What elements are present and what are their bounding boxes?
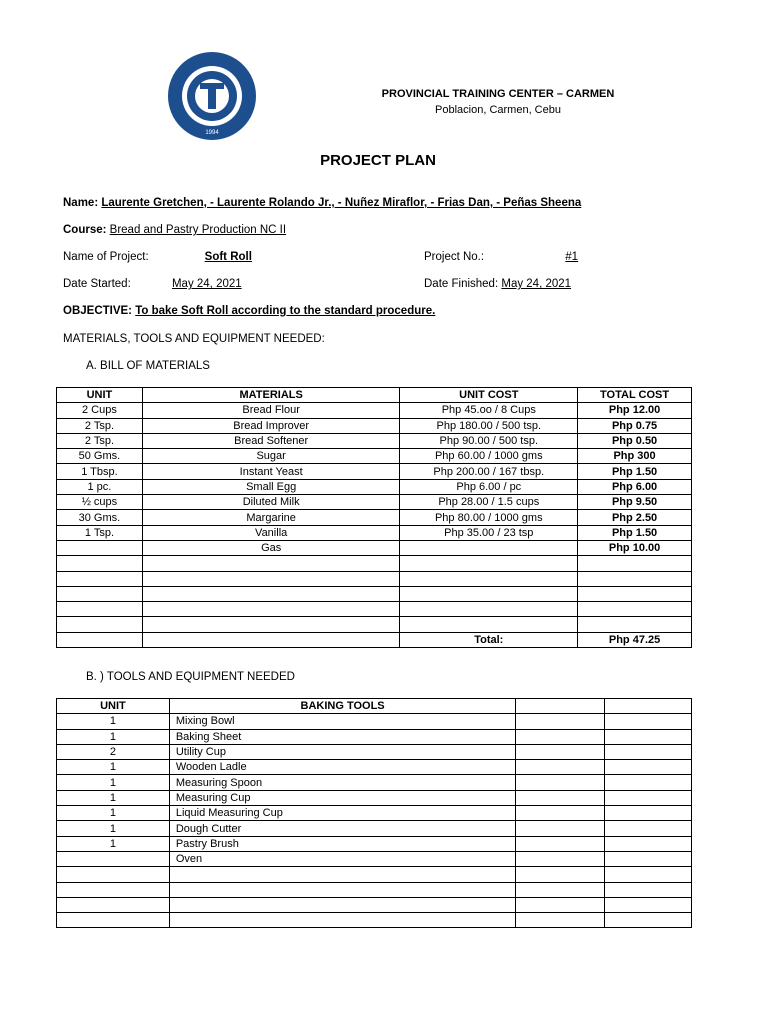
tools-cell-unit: 1 — [57, 775, 170, 790]
tools-cell-blank — [605, 760, 692, 775]
tools-cell-unit: 1 — [57, 790, 170, 805]
tools-row — [57, 882, 692, 897]
bill-cell-total-cost — [578, 571, 692, 586]
bill-cell-unit-cost — [400, 540, 578, 555]
bill-cell-unit-cost: Php 80.00 / 1000 gms — [400, 510, 578, 525]
tools-cell-tool — [169, 867, 515, 882]
tools-cell-unit — [57, 867, 170, 882]
materials-heading: MATERIALS, TOOLS AND EQUIPMENT NEEDED: — [63, 333, 325, 345]
tools-cell-blank — [516, 882, 605, 897]
tools-row — [57, 744, 692, 759]
bill-cell-unit: 30 Gms. — [57, 510, 143, 525]
col-blank-2 — [605, 699, 692, 714]
bill-row — [57, 479, 692, 494]
bill-cell-total-cost: Php 0.75 — [578, 418, 692, 433]
tools-cell-unit — [57, 882, 170, 897]
tools-row — [57, 775, 692, 790]
bill-of-materials-table — [56, 387, 692, 648]
date-started-line: Date Started: May 24, 2021 — [63, 278, 346, 290]
tools-cell-blank — [516, 790, 605, 805]
bill-cell-material: Bread Softener — [142, 433, 400, 448]
bill-row — [57, 495, 692, 510]
tools-row — [57, 867, 692, 882]
col-tools-unit: UNIT — [57, 699, 170, 714]
col-baking-tools: BAKING TOOLS — [169, 699, 515, 714]
bill-row — [57, 433, 692, 448]
tools-cell-tool: Measuring Cup — [169, 790, 515, 805]
bill-cell-total-cost: Php 6.00 — [578, 479, 692, 494]
bill-cell-total-cost: Php 2.50 — [578, 510, 692, 525]
bill-row — [57, 602, 692, 617]
tools-cell-tool: Mixing Bowl — [169, 714, 515, 729]
tools-header-row — [57, 699, 692, 714]
bill-row — [57, 525, 692, 540]
bill-total-row — [57, 632, 692, 647]
bill-cell-unit-cost — [400, 617, 578, 632]
project-no-value: #1 — [565, 251, 579, 263]
tools-row — [57, 821, 692, 836]
bill-row — [57, 556, 692, 571]
objective-value: To bake Soft Roll according to the standard procedure. — [135, 305, 436, 317]
tools-row — [57, 851, 692, 866]
bill-cell-material — [142, 571, 400, 586]
bill-row — [57, 449, 692, 464]
tools-row — [57, 790, 692, 805]
bill-cell-total-cost — [578, 617, 692, 632]
page-title: PROJECT PLAN — [320, 152, 436, 169]
bill-cell-unit-cost: Php 90.00 / 500 tsp. — [400, 433, 578, 448]
tools-cell-blank — [516, 836, 605, 851]
bill-cell-unit-cost: Php 45.oo / 8 Cups — [400, 403, 578, 418]
tools-cell-blank — [516, 775, 605, 790]
bill-cell-total-cost: Php 1.50 — [578, 464, 692, 479]
tools-cell-tool: Measuring Spoon — [169, 775, 515, 790]
bill-cell-total-cost: Php 9.50 — [578, 495, 692, 510]
tools-heading: B. ) TOOLS AND EQUIPMENT NEEDED — [86, 671, 295, 683]
bill-cell-unit: 50 Gms. — [57, 449, 143, 464]
col-unit-cost: UNIT COST — [400, 388, 578, 403]
tools-cell-blank — [605, 882, 692, 897]
objective-line: OBJECTIVE: To bake Soft Roll according to the standard procedure. — [63, 305, 671, 317]
tools-row — [57, 913, 692, 928]
tools-cell-blank — [516, 729, 605, 744]
tools-cell-tool — [169, 913, 515, 928]
tools-cell-blank — [605, 714, 692, 729]
col-total-cost: TOTAL COST — [578, 388, 692, 403]
course-value: Bread and Pastry Production NC II — [109, 224, 287, 236]
center-name: PROVINCIAL TRAINING CENTER – CARMEN — [381, 88, 615, 100]
tools-cell-blank — [605, 729, 692, 744]
bill-row — [57, 571, 692, 586]
bill-cell-total-cost — [578, 602, 692, 617]
date-started-value: May 24, 2021 — [171, 278, 242, 290]
bill-cell-unit: ½ cups — [57, 495, 143, 510]
bill-cell-unit-cost — [400, 602, 578, 617]
project-name-line: Name of Project: Soft Roll — [63, 251, 349, 263]
project-name-value: Soft Roll — [204, 251, 252, 263]
logo-year: 1994 — [205, 130, 219, 136]
bill-cell-unit-cost: Php 35.00 / 23 tsp — [400, 525, 578, 540]
bill-cell-unit — [57, 571, 143, 586]
tools-cell-unit: 1 — [57, 836, 170, 851]
bill-cell-unit: 2 Tsp. — [57, 418, 143, 433]
tools-cell-blank — [516, 744, 605, 759]
bill-cell-material — [142, 617, 400, 632]
tools-cell-blank — [605, 897, 692, 912]
date-finished-line: Date Finished: May 24, 2021 — [424, 278, 659, 290]
course-line: Course: Bread and Pastry Production NC II — [63, 224, 287, 236]
bill-cell-total-cost: Php 300 — [578, 449, 692, 464]
bill-row — [57, 617, 692, 632]
bill-cell-unit — [57, 602, 143, 617]
bill-row — [57, 464, 692, 479]
tools-cell-blank — [605, 775, 692, 790]
tools-cell-blank — [605, 806, 692, 821]
tools-cell-tool — [169, 897, 515, 912]
tools-cell-blank — [516, 760, 605, 775]
tools-cell-unit: 1 — [57, 729, 170, 744]
bill-cell-unit-cost — [400, 571, 578, 586]
tools-row — [57, 897, 692, 912]
col-blank-1 — [516, 699, 605, 714]
bill-total-blank — [142, 632, 400, 647]
tools-cell-unit — [57, 851, 170, 866]
tools-cell-blank — [516, 806, 605, 821]
col-materials: MATERIALS — [142, 388, 400, 403]
bill-cell-unit — [57, 540, 143, 555]
tools-cell-unit: 1 — [57, 821, 170, 836]
tools-cell-unit: 1 — [57, 714, 170, 729]
tools-cell-tool: Baking Sheet — [169, 729, 515, 744]
bill-cell-unit-cost: Php 6.00 / pc — [400, 479, 578, 494]
bill-cell-material: Bread Improver — [142, 418, 400, 433]
tools-row — [57, 714, 692, 729]
bill-cell-total-cost: Php 10.00 — [578, 540, 692, 555]
bill-cell-material: Margarine — [142, 510, 400, 525]
tools-cell-tool: Utility Cup — [169, 744, 515, 759]
bill-heading: A. BILL OF MATERIALS — [86, 360, 210, 372]
bill-cell-unit: 1 Tbsp. — [57, 464, 143, 479]
tools-cell-blank — [605, 851, 692, 866]
bill-cell-unit: 2 Cups — [57, 403, 143, 418]
tools-cell-tool: Liquid Measuring Cup — [169, 806, 515, 821]
total-label: Total: — [400, 632, 578, 647]
bill-row — [57, 540, 692, 555]
bill-cell-material — [142, 586, 400, 601]
bill-cell-unit-cost: Php 200.00 / 167 tbsp. — [400, 464, 578, 479]
total-value: Php 47.25 — [578, 632, 692, 647]
bill-cell-total-cost: Php 1.50 — [578, 525, 692, 540]
tools-cell-tool: Pastry Brush — [169, 836, 515, 851]
tools-cell-blank — [516, 821, 605, 836]
tools-cell-tool: Dough Cutter — [169, 821, 515, 836]
tools-cell-blank — [516, 714, 605, 729]
tools-cell-tool — [169, 882, 515, 897]
bill-cell-unit — [57, 586, 143, 601]
tools-row — [57, 729, 692, 744]
bill-cell-unit: 1 pc. — [57, 479, 143, 494]
bill-cell-unit: 2 Tsp. — [57, 433, 143, 448]
bill-row — [57, 586, 692, 601]
bill-cell-material: Bread Flour — [142, 403, 400, 418]
tools-cell-blank — [605, 821, 692, 836]
bill-row — [57, 418, 692, 433]
tools-cell-blank — [605, 867, 692, 882]
bill-cell-unit — [57, 617, 143, 632]
bill-total-blank — [57, 632, 143, 647]
center-address: Poblacion, Carmen, Cebu — [435, 104, 561, 116]
tools-cell-blank — [605, 744, 692, 759]
bill-cell-unit-cost: Php 28.00 / 1.5 cups — [400, 495, 578, 510]
tools-cell-blank — [516, 897, 605, 912]
bill-cell-unit-cost — [400, 586, 578, 601]
bill-cell-unit: 1 Tsp. — [57, 525, 143, 540]
name-line: Name: Laurente Gretchen, - Laurente Rolando Jr., - Nuñez Miraflor, - Frias Dan, - Peñas Sheena — [63, 197, 582, 209]
bill-row — [57, 510, 692, 525]
bill-cell-material: Gas — [142, 540, 400, 555]
tools-cell-unit: 1 — [57, 760, 170, 775]
tools-cell-unit: 1 — [57, 806, 170, 821]
tools-cell-unit — [57, 913, 170, 928]
tools-cell-blank — [516, 867, 605, 882]
tools-row — [57, 836, 692, 851]
tools-cell-blank — [605, 913, 692, 928]
project-no-line: Project No.: #1 — [424, 251, 663, 263]
bill-cell-unit-cost: Php 180.00 / 500 tsp. — [400, 418, 578, 433]
date-finished-value: May 24, 2021 — [501, 278, 572, 290]
tools-cell-blank — [516, 913, 605, 928]
bill-cell-material: Vanilla — [142, 525, 400, 540]
tools-cell-blank — [605, 790, 692, 805]
tesda-logo — [164, 48, 304, 144]
bill-cell-total-cost: Php 12.00 — [578, 403, 692, 418]
bill-cell-total-cost — [578, 586, 692, 601]
tools-cell-tool: Oven — [169, 851, 515, 866]
bill-header-row — [57, 388, 692, 403]
tools-cell-unit — [57, 897, 170, 912]
bill-cell-total-cost — [578, 556, 692, 571]
tools-row — [57, 760, 692, 775]
bill-cell-material — [142, 602, 400, 617]
bill-cell-material — [142, 556, 400, 571]
tools-cell-blank — [516, 851, 605, 866]
bill-cell-material: Small Egg — [142, 479, 400, 494]
col-unit: UNIT — [57, 388, 143, 403]
bill-cell-material: Diluted Milk — [142, 495, 400, 510]
bill-cell-unit — [57, 556, 143, 571]
tools-table — [56, 698, 692, 928]
bill-cell-material: Instant Yeast — [142, 464, 400, 479]
bill-row — [57, 403, 692, 418]
name-value: Laurente Gretchen, - Laurente Rolando Jr., - Nuñez Miraflor, - Frias Dan, - Peñas Sheena — [101, 197, 582, 209]
bill-cell-total-cost: Php 0.50 — [578, 433, 692, 448]
tools-cell-blank — [605, 836, 692, 851]
tools-row — [57, 806, 692, 821]
bill-cell-material: Sugar — [142, 449, 400, 464]
tools-cell-unit: 2 — [57, 744, 170, 759]
tools-cell-tool: Wooden Ladle — [169, 760, 515, 775]
bill-cell-unit-cost — [400, 556, 578, 571]
bill-cell-unit-cost: Php 60.00 / 1000 gms — [400, 449, 578, 464]
